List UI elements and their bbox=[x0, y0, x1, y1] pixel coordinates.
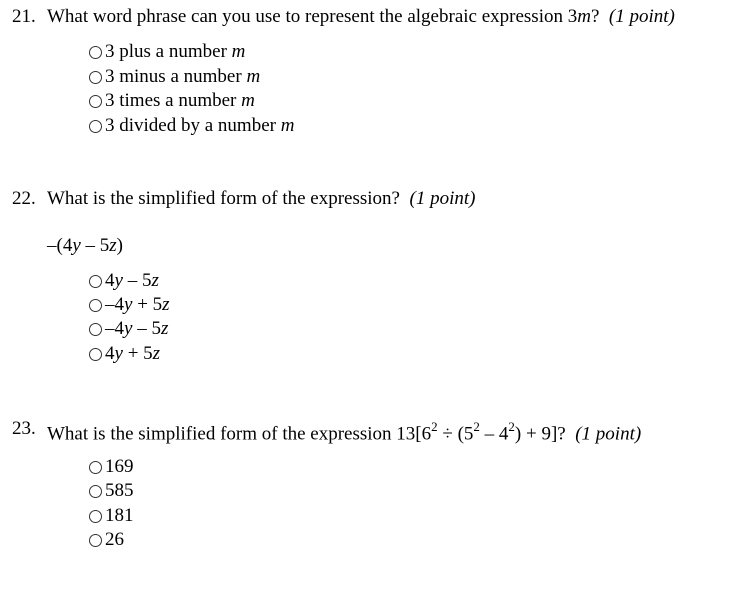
radio-button-icon[interactable] bbox=[89, 275, 102, 288]
question-22-text bbox=[47, 188, 475, 210]
radio-button-icon[interactable] bbox=[89, 299, 102, 312]
radio-button-icon[interactable] bbox=[89, 323, 102, 336]
option-label: –4y – 5z bbox=[105, 318, 169, 339]
q22-option-4[interactable] bbox=[89, 343, 160, 365]
option-label: 169 bbox=[105, 456, 134, 477]
q23-option-1[interactable] bbox=[89, 456, 134, 478]
q21-option-3[interactable] bbox=[89, 90, 255, 112]
option-label: 3 times a number m bbox=[105, 90, 255, 111]
question-21-text: What word phrase can you use to represent the algebraic expression 3m? (1 point) bbox=[47, 6, 675, 27]
option-label: 3 divided by a number m bbox=[105, 115, 295, 136]
option-label: –4y + 5z bbox=[105, 294, 170, 315]
option-label: 3 plus a number m bbox=[105, 41, 246, 62]
q21-option-2[interactable] bbox=[89, 66, 260, 88]
question-22-expression: –(4y – 5z) bbox=[47, 235, 123, 256]
question-23-points: (1 point) bbox=[575, 423, 642, 445]
option-label: 3 minus a number m bbox=[105, 66, 261, 87]
q23-option-4[interactable] bbox=[89, 529, 124, 551]
radio-button-icon[interactable] bbox=[89, 120, 102, 133]
question-22-prompt: What is the simplified form of the expression? bbox=[47, 188, 400, 209]
q23-option-2[interactable] bbox=[89, 480, 134, 502]
option-label: 585 bbox=[105, 480, 134, 501]
radio-button-icon[interactable] bbox=[89, 71, 102, 84]
question-23-text: What is the simplified form of the expression $13[6^2 \div (5^2 - 4^2) + 9]$? (1 point) bbox=[47, 419, 642, 445]
option-label: 4y + 5z bbox=[105, 343, 161, 364]
option-label: 4y – 5z bbox=[105, 270, 159, 291]
question-21-number: 21. bbox=[12, 6, 36, 27]
question-22-points: (1 point) bbox=[409, 188, 476, 209]
radio-button-icon[interactable] bbox=[89, 461, 102, 474]
q21-option-4[interactable] bbox=[89, 115, 294, 137]
q22-option-3[interactable] bbox=[89, 318, 168, 340]
radio-button-icon[interactable] bbox=[89, 46, 102, 59]
question-23-number: 23. bbox=[12, 418, 36, 439]
radio-button-icon[interactable] bbox=[89, 510, 102, 523]
q21-option-1[interactable] bbox=[89, 41, 245, 63]
radio-button-icon[interactable] bbox=[89, 534, 102, 547]
option-label: 26 bbox=[105, 529, 124, 550]
radio-button-icon[interactable] bbox=[89, 348, 102, 361]
radio-button-icon[interactable] bbox=[89, 485, 102, 498]
question-21-points: (1 point) bbox=[608, 6, 675, 27]
option-label: 181 bbox=[105, 505, 134, 526]
radio-button-icon[interactable] bbox=[89, 95, 102, 108]
q22-option-1[interactable] bbox=[89, 270, 159, 292]
question-22-number: 22. bbox=[12, 188, 36, 209]
q23-option-3[interactable] bbox=[89, 505, 134, 527]
q22-option-2[interactable] bbox=[89, 294, 170, 316]
